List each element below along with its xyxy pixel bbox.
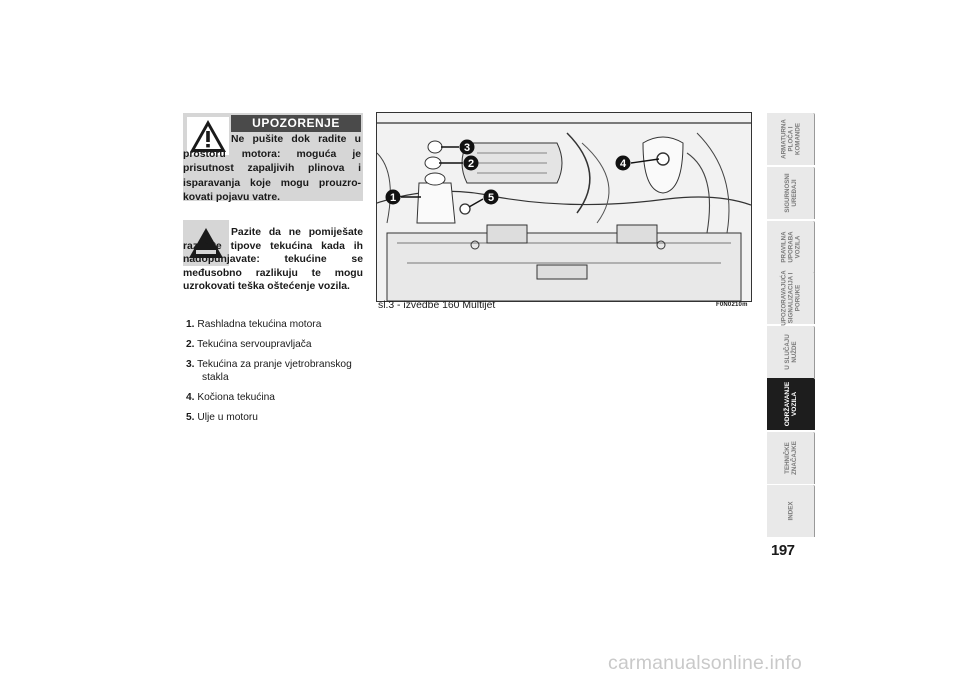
watermark: carmanualsonline.info [608, 652, 802, 674]
list-item: 5. Ulje u motoru [186, 412, 258, 423]
callout-1 [386, 190, 401, 205]
caution-text: Pazite da ne pomiješate različite tipove tekućina kada ih nadopunjavate: tekućine se međusobno razlikuju te mogu uzrokovati teška oštećenje vozila. [183, 227, 363, 292]
warning-box [183, 113, 363, 201]
chapter-tab-pravilna[interactable]: PRAVILNA UPORABA VOZILA [767, 221, 815, 273]
legend-list [186, 318, 364, 431]
chapter-tab-odrzavanje[interactable]: ODRŽAVANJE VOZILA [767, 378, 815, 430]
list-item: 4. Kočiona tekućina [186, 392, 275, 403]
chapter-tab-u-slucaju[interactable]: U SLUČAJU NUŽDE [767, 326, 815, 378]
callout-2 [464, 156, 479, 171]
svg-text:1: 1 [389, 192, 397, 204]
chapter-tab-armaturna[interactable]: ARMATURNA PLOČA I KOMANDE [767, 113, 815, 165]
list-item: 3. Tekućina za pranje vjetrobranskog stakla [186, 359, 352, 383]
chapter-tab-sigurnosni[interactable]: SIGURNOSNI UREĐAJI [767, 167, 815, 219]
chapter-tab-upozoravajuca[interactable]: UPOZORAVAJUĆA SIGNALIZACIJA I PORUKE [767, 272, 815, 324]
caution-box [183, 220, 363, 304]
svg-text:3: 3 [463, 142, 471, 154]
callout-5 [484, 190, 499, 205]
chapter-tab-tehnicke[interactable]: TEHNIČKE ZNAČAJKE [767, 432, 815, 484]
svg-text:4: 4 [619, 158, 627, 170]
warning-text: Ne pušite dok radite u prostoru motora: moguća je prisutnost zapaljivih plinova i isparavanja koje mogu prouzro-kovati pojavu vatre. [183, 134, 361, 203]
list-item: 1. Rashladna tekućina motora [186, 319, 322, 330]
callout-3 [460, 140, 475, 155]
svg-text:5: 5 [487, 192, 495, 204]
chapter-tab-index[interactable]: INDEX [767, 485, 815, 537]
warning-header: UPOZORENJE [231, 115, 361, 132]
figure-caption: sl.3 - izvedbe 160 Multijet [378, 300, 496, 311]
engine-bay-illustration [376, 112, 752, 302]
page-number: 197 [771, 542, 795, 559]
callout-4 [616, 156, 631, 171]
svg-text:2: 2 [467, 158, 475, 170]
figure-code: F0N0210m [716, 302, 748, 308]
list-item: 2. Tekućina servoupravljača [186, 339, 312, 350]
